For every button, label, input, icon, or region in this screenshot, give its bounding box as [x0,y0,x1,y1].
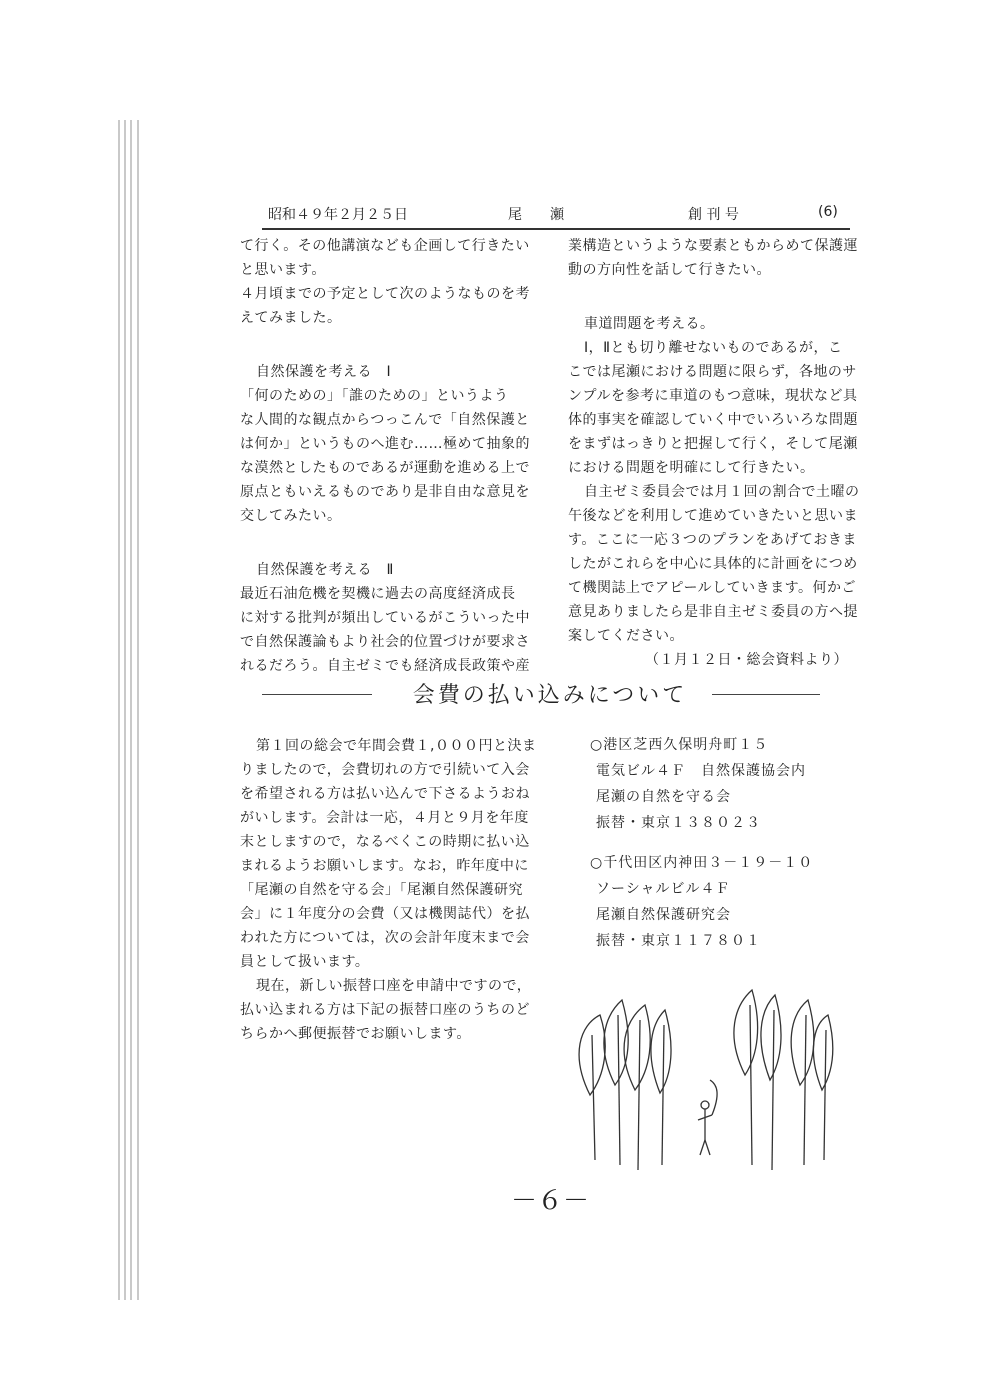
text-line: で自然保護論もより社会的位置づけが要求さ [240,634,530,650]
source-note: （１月１２日・総会資料より） [645,652,848,668]
text-line: は何か」というものへ進む……極めて抽象的 [240,436,530,452]
address-line: ○港区芝西久保明舟町１５ [590,737,769,753]
text-line: 「何のための」「誰のための」というよう [240,388,509,404]
header-title: 尾 瀬 [508,207,564,223]
text-line: ４月頃までの予定として次のようなものを考 [240,286,530,302]
text-line: す。ここに一応３つのプランをあげておきま [568,532,857,548]
title-rule-left [262,694,372,695]
text-line: 第１回の総会で年間会費１,０００円と決ま [256,738,537,754]
left-column [240,234,550,678]
text-line: て行く。その他講演なども企画して行きたい [240,238,530,254]
text-line: 体的事実を確認していく中でいろいろな問題 [568,412,858,428]
text-line: ンプルを参考に車道のもつ意味，現状など具 [568,388,858,404]
text-line: 意見ありましたら是非自主ゼミ委員の方へ提 [568,604,858,620]
section-heading: 自然保護を考える Ⅰ [256,364,392,380]
text-line: て機関誌上でアピールしていきます。何かご [568,580,857,596]
page-number: －６－ [510,1186,589,1216]
address-line: ○千代田区内神田３－１９－１０ [590,855,814,871]
text-line: Ⅰ，Ⅱとも切り離せないものであるが，こ [584,340,843,356]
text-line: ちらかへ郵便振替でお願いします。 [240,1026,471,1042]
text-line: したがこれらを中心に具体的に計画をにつめ [568,556,858,572]
text-line: 業構造というような要素ともからめて保護運 [568,238,858,254]
address-line: 電気ビル４Ｆ 自然保護協会内 [596,763,806,779]
text-line: 末としますので，なるべくこの時期に払い込 [240,834,530,850]
text-line: をまずはっきりと把握して行く，そして尾瀬 [568,436,858,452]
text-line: まれるようお願いします。なお，昨年度中に [240,858,529,874]
header-date: 昭和４９年２月２５日 [268,207,408,223]
text-line: 案してください。 [568,628,684,644]
text-line: 会」に１年度分の会費（又は機関誌代）を払 [240,906,530,922]
text-line: 員として扱います。 [240,954,370,970]
address-line: ソーシャルビル４Ｆ [596,881,731,897]
text-line: な人間的な観点からつっこんで「自然保護と [240,412,530,428]
address-block-1 [590,732,806,836]
text-line: 動の方向性を話して行きたい。 [568,262,771,278]
header-rule [262,228,850,230]
text-line: における問題を明確にして行きたい。 [568,460,815,476]
text-line: に対する批判が頻出しているがこういった中 [240,610,530,626]
text-line: りましたので，会費切れの方で引続いて入会 [240,762,530,778]
page-header [268,200,843,226]
text-line: 現在，新しい振替口座を申請中ですので， [256,978,532,994]
text-line: 「尾瀬の自然を守る会」「尾瀬自然保護研究 [240,882,523,898]
text-line: 原点ともいえるものであり是非自由な意見を [240,484,530,500]
header-issue: 創 刊 号 [688,207,739,223]
text-line: 最近石油危機を契機に過去の高度経済成長 [240,586,516,602]
tree-sketch-illustration [560,975,860,1175]
text-line: 交してみたい。 [240,508,342,524]
text-line: を希望される方は払い込んで下さるようおね [240,786,530,802]
binding-edge [118,120,144,1300]
address-line: 振替・東京１１７８０１ [596,933,761,949]
text-line: れるだろう。自主ゼミでも経済成長政策や産 [240,658,530,674]
text-line: がいします。会計は一応，４月と９月を年度 [240,810,529,826]
section-heading: 自然保護を考える Ⅱ [256,562,394,578]
title-rule-right [712,694,820,695]
header-page: (6) [818,204,838,220]
text-line: こでは尾瀬における問題に限らず，各地のサ [568,364,857,380]
address-line: 尾瀬自然保護研究会 [596,907,731,923]
text-line: 自主ゼミ委員会では月１回の割合で土曜の [584,484,860,500]
address-line: 尾瀬の自然を守る会 [596,789,731,805]
text-line: われた方については，次の会計年度末まで会 [240,930,530,946]
text-line: と思います。 [240,262,326,278]
address-block-2 [590,850,813,954]
section-title: 会費の払い込みについて [412,683,688,708]
text-line: 払い込まれる方は下記の振替口座のうちのど [240,1002,530,1018]
address-line: 振替・東京１３８０２３ [596,815,761,831]
right-column [568,234,868,672]
section-heading: 車道問題を考える。 [584,316,715,332]
text-line: えてみました。 [240,310,342,326]
text-line: な漠然としたものであるが運動を進める上で [240,460,530,476]
fee-column [240,734,560,1046]
text-line: 午後などを利用して進めていきたいと思いま [568,508,858,524]
